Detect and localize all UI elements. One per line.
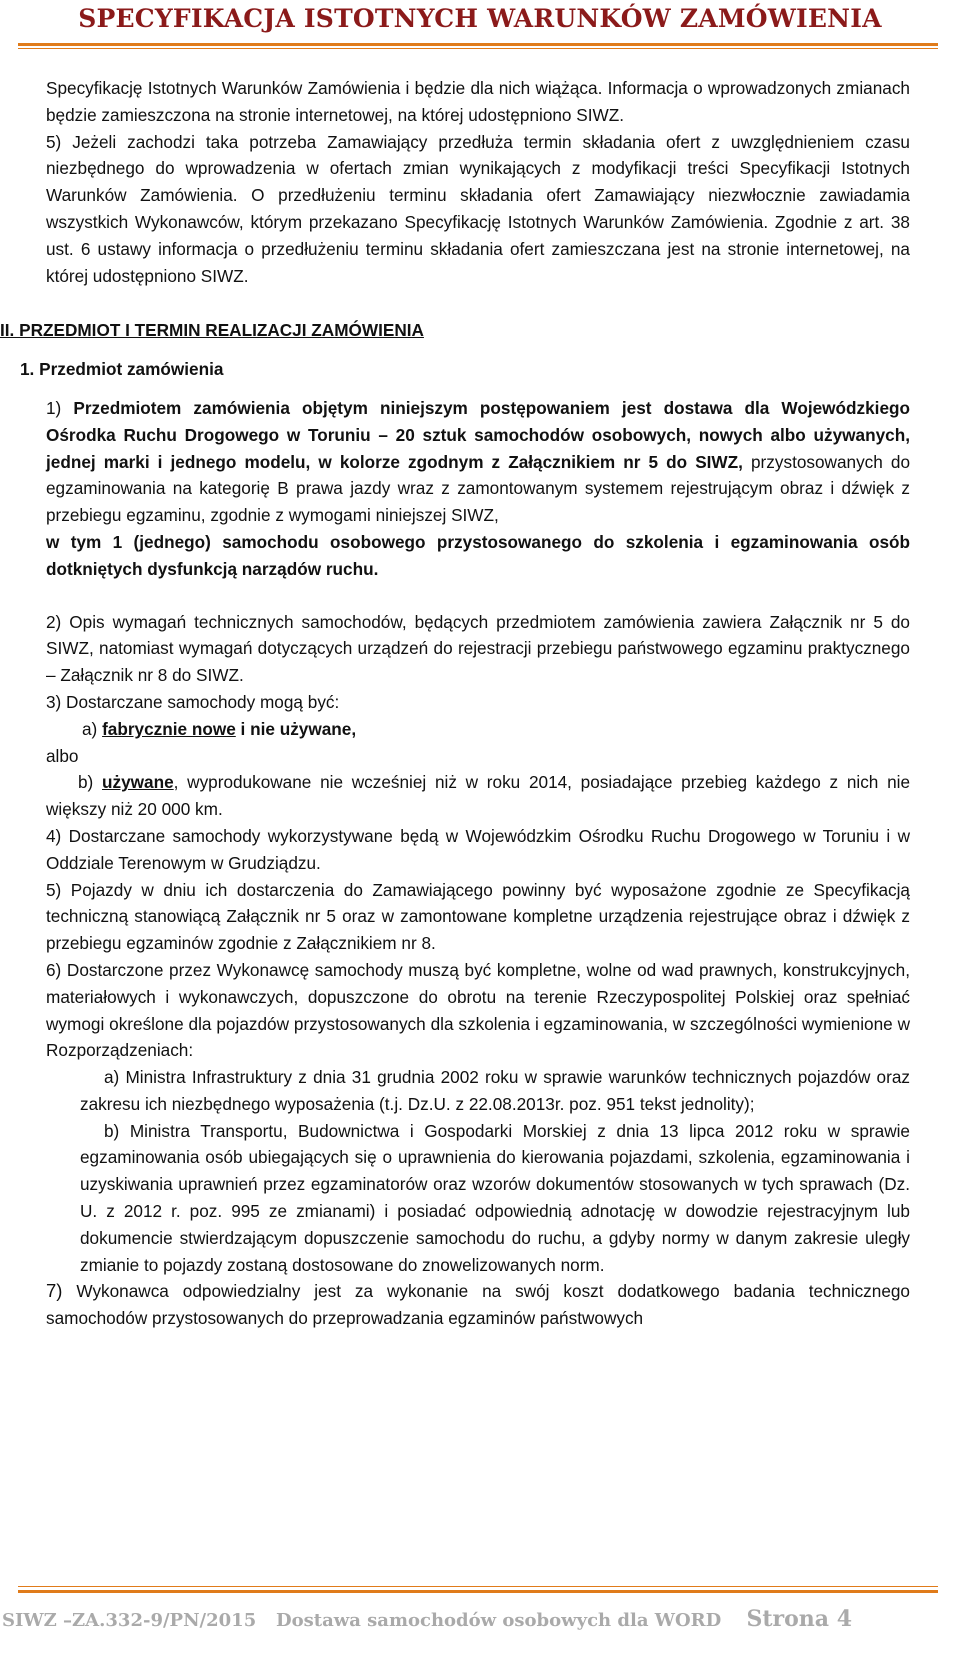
item-6: 6) Dostarczone przez Wykonawcę samochody muszą być kompletne, wolne od wad prawnych, konstrukcyjnych, materiałowych i wykonawczych, dopuszczone do obrotu na terenie Rzeczypospolitej Polskiej oraz spełniać wymogi określone dla pojazdów przystosowanych dla szkolenia i egzaminowania, w szczególności wymienione w Rozporządzeniach: [46,959,910,1061]
item-1-bold: Przedmiotem zamówienia objętym niniejszym postępowaniem jest dostawa dla Wojewódzkiego Ośrodka Ruchu Drogowego w Toruniu – 20 sztuk samochodów osobowych, nowych albo używanych, jednej marki i jednego modelu, w kolorze zgodnym z Załącznikiem nr 5 do SIWZ, [46,397,911,472]
footer-rule-thick [18,1590,938,1593]
page-header [0,0,960,62]
item-3: 3) Dostarczane samochody mogą być: [46,691,340,712]
item-3b-underlined: używane [102,772,174,793]
item-3a-underlined: fabrycznie nowe [102,718,236,739]
item-5: 5) Pojazdy w dniu ich dostarczenia do Zamawiającego powinny być wyposażone zgodnie ze Specyfikacją techniczną stanowiącą Załącznik nr 5 oraz w zamontowane kompletne urządzenia rejestrujące obraz i dźwięk z przebiegu egzaminów zgodnie z Załącznikiem nr 8. [46,879,910,954]
item-3a [46,716,910,743]
page-number: Strona 4 [746,1606,852,1632]
item-4: 4) Dostarczane samochody wykorzystywane będą w Wojewódzkim Ośrodku Ruchu Drogowego w Toruniu i w Oddziale Terenowym w Grudziądzu. [46,825,910,873]
section-heading: II. PRZEDMIOT I TERMIN REALIZACJI ZAMÓWIENIA [0,320,424,341]
item-3b [46,769,910,823]
footer-subject: Dostawa samochodów osobowych dla WORD [276,1610,722,1631]
item-3b-prefix: b) [78,772,103,793]
item-3a-rest: i nie używane, [235,718,357,739]
document-body [0,75,911,1332]
footer-rule-thin [18,1586,938,1587]
item-1-rest: przystosowanych do egzaminowania na kategorię B prawa jazdy wraz z zamontowanym systemem rejestrującym obraz i dźwięk z przebiegu egzaminu, zgodnie z wymogami niniejszej SIWZ, [46,451,911,526]
albo-text: albo [46,745,79,766]
item-7-number: 7) [46,1280,63,1302]
item-6b: b) Ministra Transportu, Budownictwa i Gospodarki Morskiej z dnia 13 lipca 2012 roku w sprawie egzaminowania osób ubiegających się o uprawnienia do kierowania pojazdami, szkolenia, egzaminowania i uzyskiwania uprawnień przez egzaminatorów oraz wzorów dokumentów stosowanych w tych sprawach (Dz. U. z 2012 r. poz. 995 ze zmianami) i posiadać odpowiednią adnotację w dowodzie rejestracyjnym lub dokumencie stwierdzającym dopuszczenie samochodu do ruchu, a gdyby normy w danym zakresie uległy zmianie to pojazdy zostaną dostosowane do znowelizowanych norm. [80,1120,910,1275]
item-7 [46,1278,910,1332]
header-rule-thin [18,48,938,49]
document-title: SPECYFIKACJA ISTOTNYCH WARUNKÓW ZAMÓWIENIA [78,4,882,33]
header-rule-thick [18,43,938,46]
item-1 [46,395,910,529]
item-7-text: Wykonawca odpowiedzialny jest za wykonanie na swój koszt dodatkowego badania technicznego samochodów przystosowanych do przeprowadzania egzaminów państwowych [46,1281,910,1329]
item-2: 2) Opis wymagań technicznych samochodów, będących przedmiotem zamówienia zawiera Załącznik nr 5 do SIWZ, natomiast wymagań dotyczących urządzeń do rejestracji przebiegu państwowego egzaminu praktycznego – Załącznik nr 8 do SIWZ. [46,611,910,686]
footer-reference: SIWZ –ZA.332-9/PN/2015 [2,1610,257,1631]
item-6a: a) Ministra Infrastruktury z dnia 31 grudnia 2002 roku w sprawie warunków technicznych pojazdów oraz zakresu ich niezbędnego wyposażenia (t.j. Dz.U. z 22.08.2013r. poz. 951 tekst jednolity); [80,1067,910,1114]
item-1-number: 1) [46,397,74,418]
page-footer [0,1584,960,1653]
item-3b-rest: , wyprodukowane nie wcześniej niż w roku 2014, posiadające przebieg każdego z nich nie większy niż 20 000 km. [46,772,911,820]
paragraph-intro: Specyfikację Istotnych Warunków Zamówienia i będzie dla nich wiążąca. Informacja o wprowadzonych zmianach będzie zamieszczona na stronie internetowej, na której udostępniono SIWZ. [46,78,910,125]
paragraph-5: 5) Jeżeli zachodzi taka potrzeba Zamawiający przedłuża termin składania ofert z uwzględnieniem czasu niezbędnego do wprowadzenia w ofertach zmian wynikających z modyfikacji treści Specyfikacji Istotnych Warunków Zamówienia. O przedłużeniu terminu składania ofert Zamawiający niezwłocznie zawiadamia wszystkich Wykonawców, którym przekazano Specyfikację Istotnych Warunków Zamówienia. Zgodnie z art. 38 ust. 6 ustawy informacja o przedłużeniu terminu składania ofert zamieszczana jest na stronie internetowej, na której udostępniono SIWZ. [46,131,910,286]
item-1-bold-2: w tym 1 (jednego) samochodu osobowego przystosowanego do szkolenia i egzaminowania osób dotkniętych dysfunkcją narządów ruchu. [46,531,910,579]
item-3a-prefix: a) [82,718,103,739]
sub-heading: 1. Przedmiot zamówienia [20,359,224,380]
